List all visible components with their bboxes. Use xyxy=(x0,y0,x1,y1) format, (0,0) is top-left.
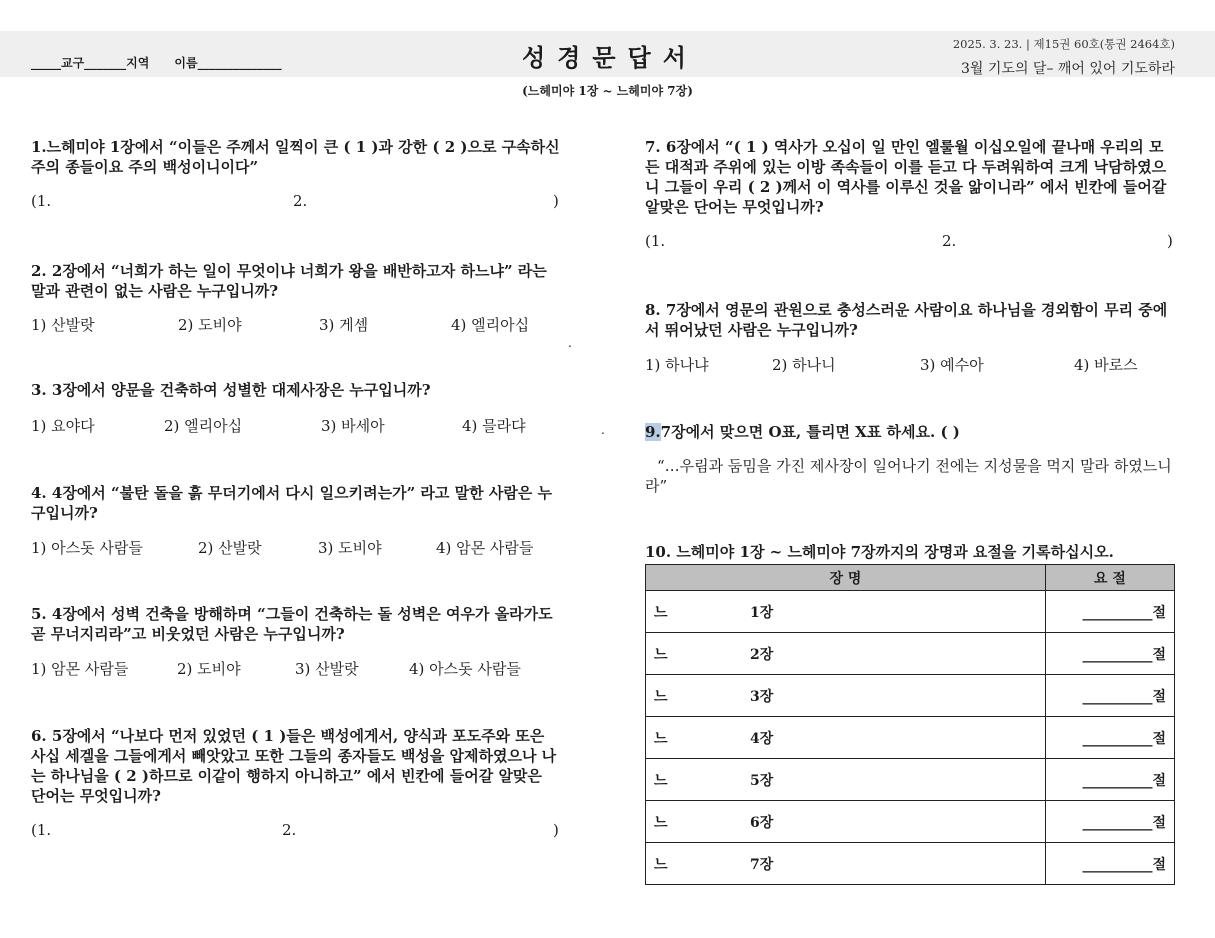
option[interactable]: 4) 믈라댜 xyxy=(462,417,526,435)
book-prefix: 느 xyxy=(654,773,668,789)
chapter-label: 4장 xyxy=(750,731,774,747)
options-q5 xyxy=(31,658,561,678)
options-q3 xyxy=(31,415,561,435)
question-7: 7. 6장에서 “( 1 ) 역사가 오십이 일 만인 엘룰월 이십오일에 끝나매 우리의 모든 대적과 주위에 있는 이방 족속들이 이를 듣고 다 두려워하여 크게 낙담하였으니 그들이 우리 ( 2 )께서 이 역사를 이루신 것을 앎이니라” 에서 빈칸에 들어갈 알맞은 단어는 무엇입니까? xyxy=(645,138,1167,216)
option[interactable]: 2) 산발랏 xyxy=(198,539,262,557)
table-row xyxy=(646,843,1175,885)
issue-info: 2025. 3. 23. | 제15권 60호(통권 2464호) xyxy=(952,37,1175,51)
question-2: 2. 2장에서 “너희가 하는 일이 무엇이냐 너희가 왕을 배반하고자 하느냐” 라는 말과 관련이 없는 사람은 누구입니까? xyxy=(31,262,547,300)
blank-close: ) xyxy=(553,821,559,839)
chapter-name-cell[interactable] xyxy=(646,843,1046,885)
option[interactable]: 3) 예수아 xyxy=(920,356,984,374)
option[interactable]: 4) 바로스 xyxy=(1074,356,1138,374)
options-q2 xyxy=(31,314,561,334)
verse-cell[interactable]: __________절 xyxy=(1046,759,1175,801)
chapter-label: 6장 xyxy=(750,815,774,831)
option[interactable]: 1) 하나냐 xyxy=(645,356,709,374)
book-prefix: 느 xyxy=(654,731,668,747)
options-q8 xyxy=(645,354,1175,374)
table-row xyxy=(646,633,1175,675)
option[interactable]: 3) 도비야 xyxy=(318,539,382,557)
blank-close: ) xyxy=(1167,232,1173,250)
chapter-table xyxy=(645,564,1175,885)
option[interactable]: 3) 바세아 xyxy=(321,417,385,435)
table-row xyxy=(646,759,1175,801)
verse-cell[interactable]: __________절 xyxy=(1046,675,1175,717)
chapter-name-cell[interactable] xyxy=(646,759,1046,801)
option[interactable]: 1) 산발랏 xyxy=(31,316,95,334)
chapter-label: 5장 xyxy=(750,773,774,789)
chapter-label: 7장 xyxy=(750,857,774,873)
verse-cell[interactable]: __________절 xyxy=(1046,843,1175,885)
option[interactable]: 1) 아스돗 사람들 xyxy=(31,539,143,557)
stray-mark: . xyxy=(568,336,572,350)
option[interactable]: 3) 게셈 xyxy=(319,316,369,334)
name-fields[interactable]: _____교구_______지역 이름______________ xyxy=(31,56,282,70)
selected-number: 9. xyxy=(645,423,661,441)
blank-2-label: 2. xyxy=(282,821,297,839)
option[interactable]: 3) 산발랏 xyxy=(295,660,359,678)
question-9 xyxy=(645,422,1175,442)
column-header-name: 장 명 xyxy=(646,565,1046,591)
blank-1-label: (1. xyxy=(31,821,52,839)
option[interactable]: 2) 도비야 xyxy=(178,316,242,334)
chapter-label: 3장 xyxy=(750,689,774,705)
chapter-name-cell[interactable] xyxy=(646,717,1046,759)
chapter-name-cell[interactable] xyxy=(646,801,1046,843)
question-9-text: 7장에서 맞으면 O표, 틀리면 X표 하세요. ( ) xyxy=(660,423,960,441)
question-10: 10. 느헤미야 1장 ~ 느헤미야 7장까지의 장명과 요절을 기록하십시오. xyxy=(645,543,1114,561)
question-3: 3. 3장에서 양문을 건축하여 성별한 대제사장은 누구입니까? xyxy=(31,381,431,399)
question-1: 1.느헤미야 1장에서 “이들은 주께서 일찍이 큰 ( 1 )과 강한 ( 2 )으로 구속하신 주의 종들이요 주의 백성이니이다” xyxy=(31,138,560,176)
chapter-name-cell[interactable] xyxy=(646,591,1046,633)
document-title: 성경문답서 xyxy=(522,43,698,72)
question-8: 8. 7장에서 영문의 관원으로 충성스러운 사람이요 하나님을 경외함이 무리 중에서 뛰어났던 사람은 누구입니까? xyxy=(645,301,1168,339)
verse-cell[interactable]: __________절 xyxy=(1046,633,1175,675)
book-prefix: 느 xyxy=(654,857,668,873)
book-prefix: 느 xyxy=(654,815,668,831)
blank-1-label: (1. xyxy=(645,232,666,250)
column-header-verse: 요 절 xyxy=(1046,565,1175,591)
blank-2-label: 2. xyxy=(942,232,957,250)
monthly-theme: 3월 기도의 달– 깨어 있어 기도하라 xyxy=(961,61,1175,77)
book-prefix: 느 xyxy=(654,689,668,705)
table-row xyxy=(646,801,1175,843)
options-q4 xyxy=(31,537,561,557)
verse-cell[interactable]: __________절 xyxy=(1046,717,1175,759)
chapter-label: 2장 xyxy=(750,647,774,663)
option[interactable]: 1) 요야다 xyxy=(31,417,95,435)
question-5: 5. 4장에서 성벽 건축을 방해하며 “그들이 건축하는 돌 성벽은 여우가 올라가도 곧 무너지리라”고 비웃었던 사람은 누구입니까? xyxy=(31,605,553,643)
table-row xyxy=(646,717,1175,759)
table-row xyxy=(646,591,1175,633)
question-6: 6. 5장에서 “나보다 먼저 있었던 ( 1 )들은 백성에게서, 양식과 포도주와 또은 사십 세겔을 그들에게서 빼앗았고 또한 그들의 종자들도 백성을 압제하였으나 나는 하나님을 ( 2 )하므로 이같이 행하지 아니하고” 에서 빈칸에 들어갈 알맞은 단어는 무엇입니까? xyxy=(31,727,557,805)
question-9-quote: “…우림과 둠밈을 가진 제사장이 일어나기 전에는 지성물을 먹지 말라 하였느니라” xyxy=(645,457,1172,495)
book-prefix: 느 xyxy=(654,605,668,621)
option[interactable]: 2) 엘리아십 xyxy=(164,417,243,435)
option[interactable]: 2) 하나니 xyxy=(772,356,836,374)
option[interactable]: 4) 엘리아십 xyxy=(451,316,530,334)
option[interactable]: 4) 암몬 사람들 xyxy=(436,539,534,557)
chapter-label: 1장 xyxy=(750,605,774,621)
option[interactable]: 2) 도비야 xyxy=(177,660,241,678)
option[interactable]: 1) 암몬 사람들 xyxy=(31,660,129,678)
option[interactable]: 4) 아스돗 사람들 xyxy=(409,660,521,678)
question-4: 4. 4장에서 “불탄 돌을 흙 무더기에서 다시 일으키려는가” 라고 말한 사람은 누구입니까? xyxy=(31,484,553,522)
table-row xyxy=(646,675,1175,717)
chapter-name-cell[interactable] xyxy=(646,633,1046,675)
blank-2-label: 2. xyxy=(293,192,308,210)
verse-cell[interactable]: __________절 xyxy=(1046,801,1175,843)
blank-1-label: (1. xyxy=(31,192,52,210)
chapter-name-cell[interactable] xyxy=(646,675,1046,717)
scripture-range: (느헤미야 1장 ~ 느헤미야 7장) xyxy=(522,84,693,98)
stray-mark: . xyxy=(601,423,605,437)
blank-close: ) xyxy=(553,192,559,210)
verse-cell[interactable]: __________절 xyxy=(1046,591,1175,633)
book-prefix: 느 xyxy=(654,647,668,663)
